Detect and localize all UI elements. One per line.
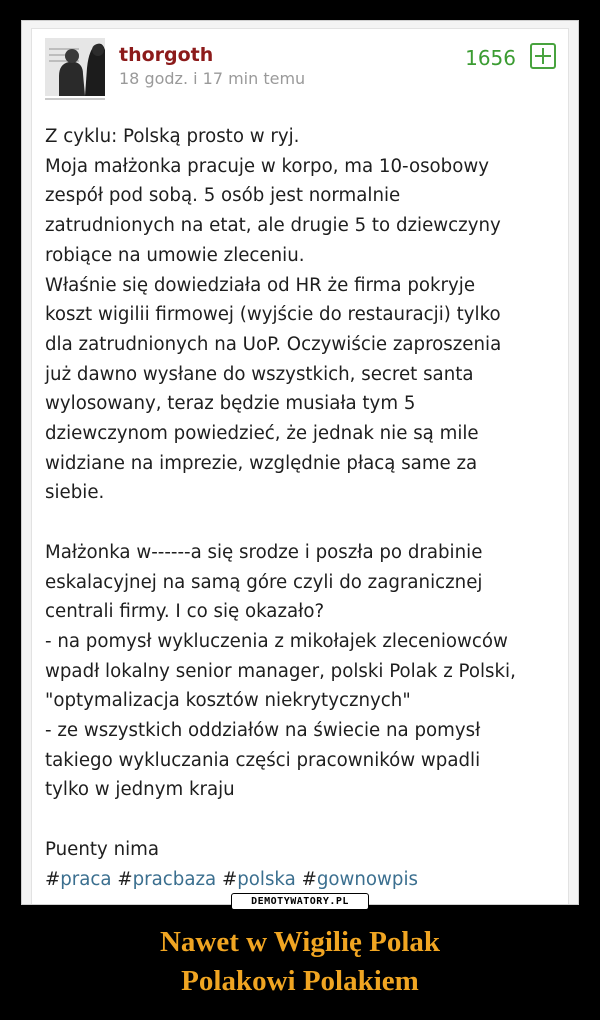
post-line: Puenty nima — [45, 838, 160, 860]
caption-subtitle: Polakowi Polakiem — [181, 965, 419, 997]
user-avatar-icon — [45, 38, 105, 96]
caption-title: Nawet w Wigilię Polak — [159, 926, 441, 958]
hash-symbol: # — [45, 868, 61, 890]
hashtag-link[interactable]: polska — [237, 868, 296, 890]
watermark-badge: DEMOTYWATORY.PL — [231, 893, 369, 910]
post-line: "optymalizacja kosztów niekrytycznych" — [45, 690, 411, 712]
post-line: wpadł lokalny senior manager, polski Polak z Polski, — [45, 660, 516, 682]
hash-symbol: # — [117, 868, 133, 890]
post-card — [31, 28, 569, 904]
post-line: dziewczynom powiedzieć, że jednak nie są mile — [45, 423, 479, 445]
post-line: takiego wykluczania części pracowników wpadli — [45, 749, 481, 771]
post-line: siebie. — [45, 482, 105, 504]
hashtag-link[interactable]: gownowpis — [316, 868, 418, 890]
demotivator-frame — [21, 20, 579, 905]
avatar[interactable] — [45, 38, 105, 96]
post-line: już dawno wysłane do wszystkich, secret santa — [45, 363, 474, 385]
post-line: widziane na imprezie, względnie płacą same za — [45, 452, 478, 474]
post-line: - na pomysł wykluczenia z mikołajek zleceniowców — [45, 630, 508, 652]
post-line: robiące na umowie zleceniu. — [45, 244, 305, 266]
post-line — [45, 805, 575, 835]
hash-symbol: # — [221, 868, 238, 890]
upvote-plus-button[interactable] — [530, 43, 556, 69]
post-timestamp[interactable]: 18 godz. i 17 min temu — [119, 69, 306, 88]
hashtag-link[interactable]: pracbaza — [132, 868, 217, 890]
hashtag-link[interactable]: praca — [60, 868, 112, 890]
post-line — [45, 508, 575, 538]
post-line: dla zatrudnionych na UoP. Oczywiście zaproszenia — [45, 333, 502, 355]
post-line: eskalacyjnej na samą góre czyli do zagranicznej — [45, 571, 483, 593]
post-content — [45, 122, 575, 894]
post-line: centrali firmy. I co się okazało? — [45, 601, 325, 623]
post-line: tylko w jednym kraju — [45, 779, 235, 801]
post-line: Małżonka w------a się srodze i poszła po drabinie — [45, 541, 483, 563]
hashtags — [45, 865, 575, 895]
post-line: Właśnie się dowiedziała od HR że firma pokryje — [45, 274, 476, 296]
post-line: zatrudnionych na etat, ale drugie 5 to dziewczyny — [45, 215, 501, 237]
post-line: wylosowany, teraz będzie musiała tym 5 — [45, 393, 416, 415]
post-line: Z cyklu: Polską prosto w ryj. — [45, 126, 300, 147]
username-link[interactable]: thorgoth — [119, 44, 214, 66]
post-line: Moja małżonka pracuje w korpo, ma 10-osobowy — [45, 155, 489, 177]
post-line: zespół pod sobą. 5 osób jest normalnie — [45, 185, 401, 207]
post-line: koszt wigilii firmowej (wyjście do restauracji) tylko — [45, 304, 501, 326]
avatar-underline — [45, 98, 105, 100]
post-line: - ze wszystkich oddziałów na świecie na pomysł — [45, 720, 481, 742]
hash-symbol: # — [301, 868, 317, 890]
vote-count: 1656 — [465, 46, 516, 70]
